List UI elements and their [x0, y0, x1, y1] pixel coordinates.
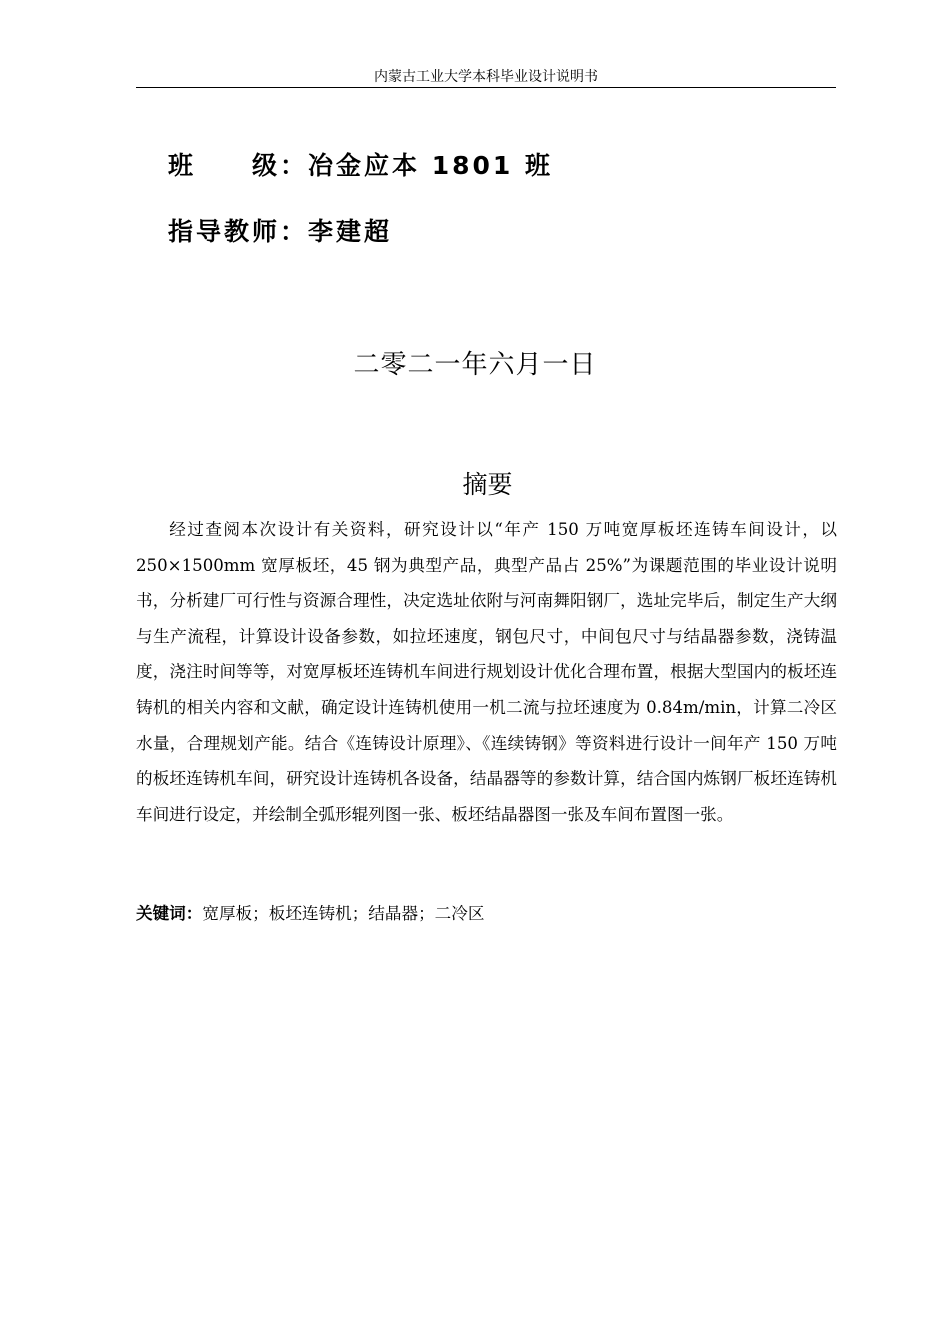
header-divider [136, 87, 836, 88]
submission-date: 二零二一年六月一日 [353, 350, 597, 380]
keywords-label: 关键词： [136, 904, 203, 923]
keywords-value: 宽厚板；板坯连铸机；结晶器；二冷区 [202, 904, 485, 923]
keywords-line [136, 900, 484, 928]
abstract-body: 经过查阅本次设计有关资料，研究设计以“年产 150 万吨宽厚板坯连铸车间设计，以 250×1500mm 宽厚板坯，45 钢为典型产品，典型产品占 25%”为课题范围的毕业设计说明书，分析建厂可行性与资源合理性，决定选址依附与河南舞阳钢厂，选址完毕后，制定生产大纲与生产流程，计算设计设备参数，如拉坯速度，钢包尺寸，中间包尺寸与结晶器参数，浇铸温度，浇注时间等等，对宽厚板坯连铸机车间进行规划设计优化合理布置，根据大型国内的板坯连铸机的相关内容和文献，确定设计连铸机使用一机二流与拉坯速度为 0.84m/min，计算二冷区水量，合理规划产能。结合《连铸设计原理》、《连续铸钢》等资料进行设计一间年产 150 万吨的板坯连铸机车间，研究设计连铸机各设备，结晶器等的参数计算，结合国内炼钢厂板坯连铸机车间进行设定，并绘制全弧形辊列图一张、板坯结晶器图一张及车间布置图一张。 [136, 520, 837, 824]
abstract-title: 摘要 [462, 470, 513, 499]
class-line [168, 146, 553, 182]
page-header: 内蒙古工业大学本科毕业设计说明书 [374, 69, 598, 85]
advisor-line [168, 212, 392, 248]
advisor-value: 李建超 [308, 217, 393, 246]
advisor-label: 指导教师： [168, 217, 309, 246]
class-value: 冶金应本 1801 班 [308, 151, 554, 180]
class-label: 班 级： [168, 151, 309, 180]
